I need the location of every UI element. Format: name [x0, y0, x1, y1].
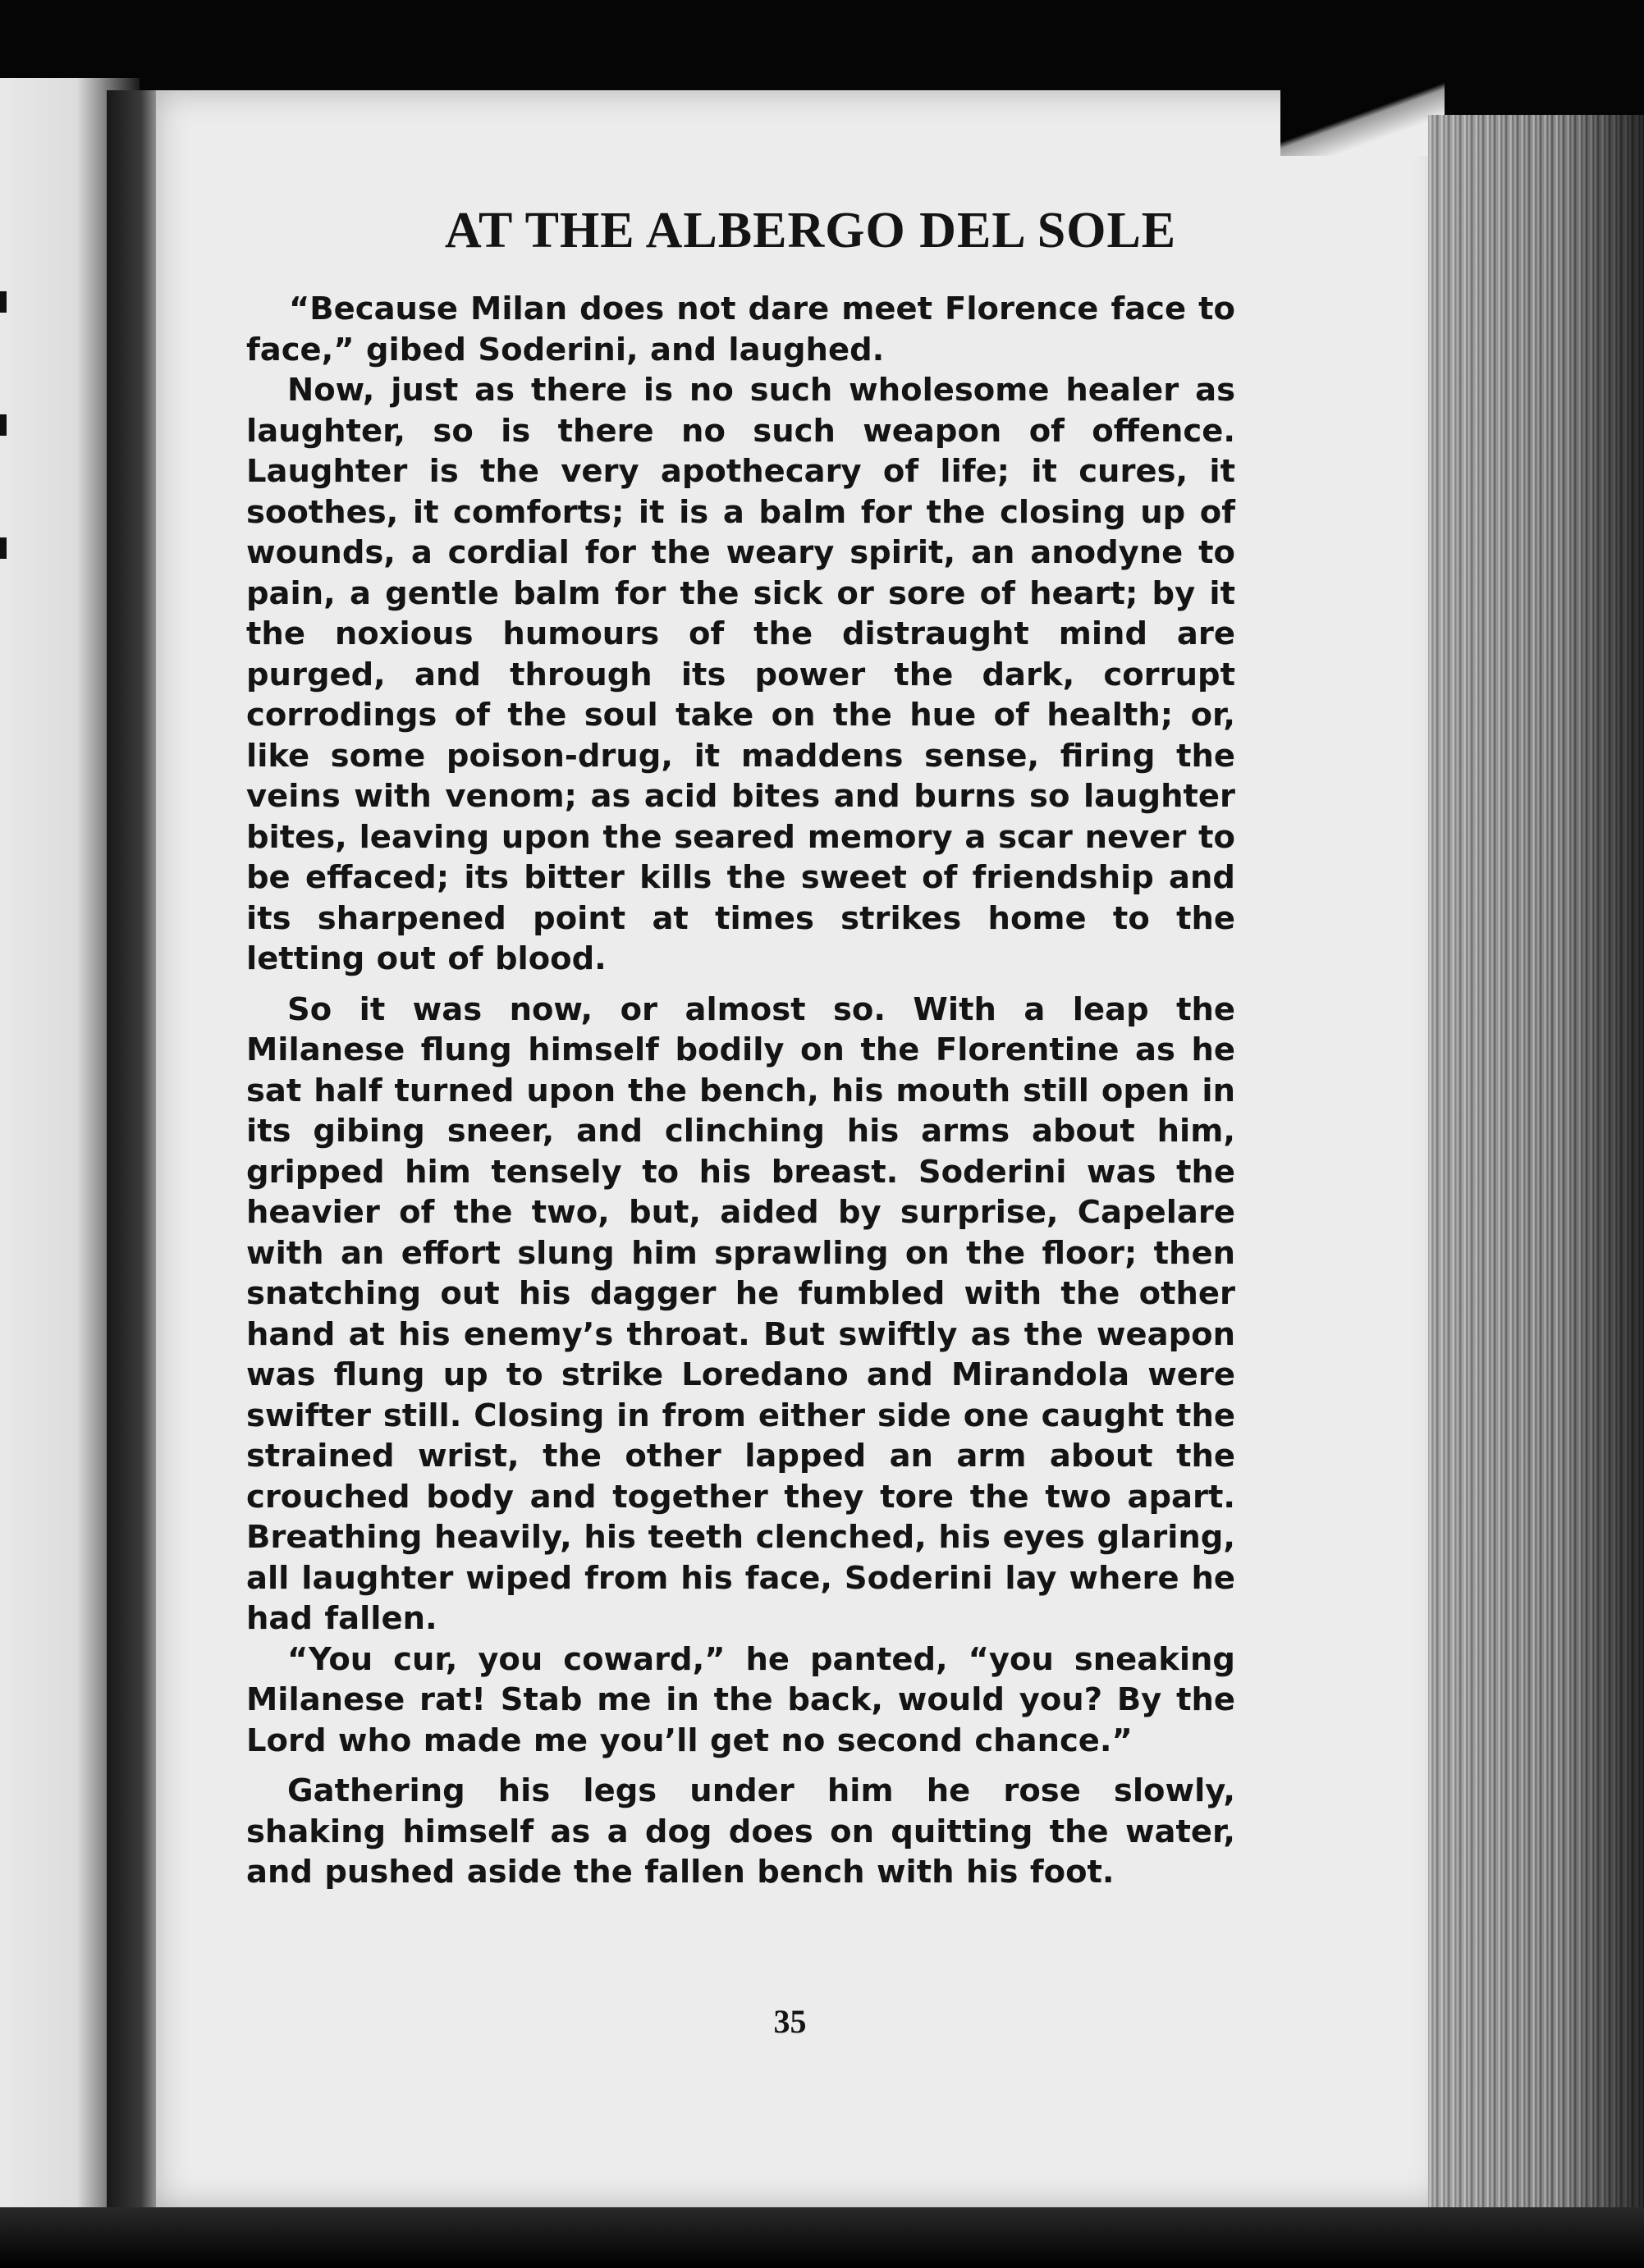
- paragraph-5: Gathering his legs under him he rose slowly, shaking himself as a dog does on quitting the water, and pushed aside the fallen bench with his foot.: [246, 1772, 1235, 1891]
- running-head: AT THE ALBERGO DEL SOLE: [444, 203, 1177, 258]
- left-page-mark: [0, 291, 7, 313]
- page-number: 35: [773, 2003, 807, 2040]
- paragraph-4: “You cur, you coward,” he panted, “you sneaking Milanese rat! Stab me in the back, would you? By the Lord who made me you’ll get no second chance.”: [246, 1640, 1235, 1759]
- page-stack-shade: [1428, 115, 1644, 2215]
- bottom-edge: [0, 2207, 1644, 2268]
- page-corner-curl: [1280, 82, 1445, 156]
- left-page-mark: [0, 537, 7, 559]
- left-page-mark: [0, 414, 7, 436]
- paragraph-1: “Because Milan does not dare meet Florence face to face,” gibed Soderini, and laughed.: [246, 290, 1235, 368]
- paragraph-2: Now, just as there is no such wholesome healer as laughter, so is there no such weapon of offence. Laughter is the very apothecary of life; it cures, it soothes, it comforts; it is a balm for the closing up of wounds, a cordial for the weary spirit, an anodyne to pain, a gentle balm for the sick or sore of heart; by it the noxious humours of the distraught mind are purged, and through its power the dark, corrupt corrodings of the soul take on the hue of health; or, like some poison-drug, it maddens sense, firing the veins with venom; as acid bites and burns so laughter bites, leaving upon the seared memory a scar never to be effaced; its bitter kills the sweet of friendship and its sharpened point at times strikes home to the letting out of blood.: [246, 372, 1235, 977]
- paragraph-3: So it was now, or almost so. With a leap the Milanese flung himself bodily on the Florentine as he sat half turned upon the bench, his mouth still open in its gibing sneer, and clinching his arms about him, gripped him tensely to his breast. Soderini was the heavier of the two, but, aided by surprise, Capelare with an effort slung him sprawling on the floor; then snatching out his dagger he fumbled with the other hand at his enemy’s throat. But swiftly as the weapon was flung up to strike Loredano and Mirandola were swifter still. Closing in from either side one caught the strained wrist, the other lapped an arm about the crouched body and together they tore the two apart. Breathing heavily, his teeth clenched, his eyes glaring, all laughter wiped from his face, Soderini lay where he had fallen.: [246, 990, 1235, 1637]
- page-text-block: [246, 203, 1235, 2040]
